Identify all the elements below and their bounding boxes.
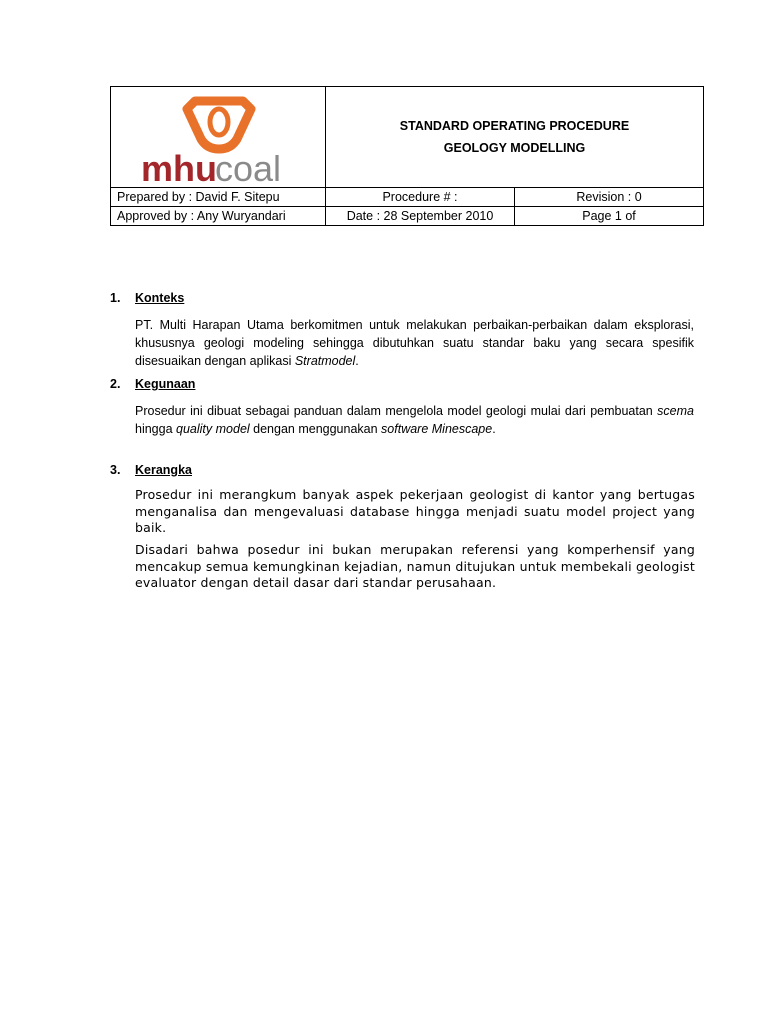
approved-by: Approved by : Any Wuryandari bbox=[111, 207, 326, 226]
section-3-paragraph-1: Prosedur ini merangkum banyak aspek pekerjaan geologist di kantor yang bertugas menganalisa dan mengevaluasi database hingga menjadi suatu model project yang baik. bbox=[135, 487, 695, 535]
section-2-paragraph: Prosedur ini dibuat sebagai panduan dalam mengelola model geologi mulai dari pembuatan scema hingga quality model dengan menggunakan software Minescape. bbox=[135, 404, 694, 436]
logo-text-coal: coal bbox=[215, 148, 282, 185]
doc-title-line2: GEOLOGY MODELLING bbox=[443, 141, 586, 155]
section-3-title: Kerangka bbox=[135, 463, 192, 477]
section-1-title: Konteks bbox=[135, 291, 185, 305]
revision: Revision : 0 bbox=[515, 188, 704, 207]
section-3-paragraph-2: Disadari bahwa posedur ini bukan merupakan referensi yang komperhensif yang mencakup semua kemungkinan kejadian, namun ditujukan untuk membekali geologist evaluator dengan detail dasar dari standar perusahaan. bbox=[135, 542, 695, 590]
section-3-number: 3. bbox=[110, 463, 121, 477]
header-table bbox=[110, 86, 704, 226]
date: Date : 28 September 2010 bbox=[326, 207, 515, 226]
doc-title-line1: STANDARD OPERATING PROCEDURE bbox=[399, 119, 630, 133]
logo-text-mhu: mhu bbox=[141, 148, 217, 185]
section-1-number: 1. bbox=[110, 291, 121, 305]
section-2-number: 2. bbox=[110, 377, 121, 391]
logo-cell bbox=[111, 87, 326, 188]
section-2-title: Kegunaan bbox=[135, 377, 196, 391]
logo-emblem-icon bbox=[187, 101, 251, 149]
prepared-by: Prepared by : David F. Sitepu bbox=[111, 188, 326, 207]
title-cell bbox=[326, 87, 704, 188]
section-1-paragraph: PT. Multi Harapan Utama berkomitmen untuk melakukan perbaikan-perbaikan dalam eksplorasi, khususnya geologi modeling sehingga dibutuhkan suatu standar baku yang secara spesifik disesuaikan dengan aplikasi Stratmodel. bbox=[135, 318, 694, 368]
page-number: Page 1 of bbox=[515, 207, 704, 226]
procedure-number: Procedure # : bbox=[326, 188, 515, 207]
mhucoal-logo bbox=[139, 95, 309, 185]
